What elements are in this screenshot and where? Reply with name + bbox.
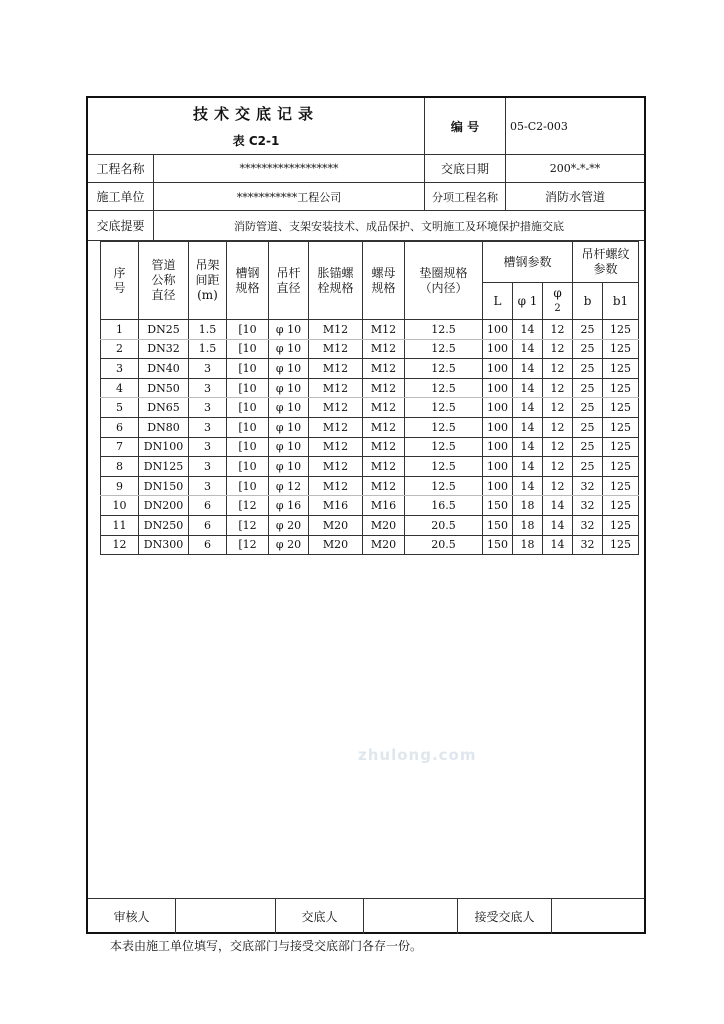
cell-washer: 12.5 (405, 476, 483, 496)
title-cell (88, 98, 425, 154)
cell-nut: M16 (363, 496, 405, 516)
cell-bolt: M12 (309, 476, 363, 496)
cell-b: 25 (573, 339, 603, 359)
cell-spacing: 3 (189, 437, 227, 457)
cell-channel: [12 (227, 515, 269, 535)
cell-b1: 125 (603, 535, 639, 555)
cell-phi1: 14 (513, 417, 543, 437)
cell-spacing: 3 (189, 398, 227, 418)
header-channel: 槽钢规格 (227, 242, 269, 320)
header-thread-params: 吊杆螺纹参数 (573, 242, 639, 283)
table-row (101, 476, 639, 496)
cell-b: 25 (573, 320, 603, 340)
date-label: 交底日期 (425, 155, 506, 182)
cell-seq: 8 (101, 457, 139, 477)
summary-row (88, 211, 644, 241)
cell-channel: [10 (227, 339, 269, 359)
cell-seq: 11 (101, 515, 139, 535)
cell-channel: [10 (227, 437, 269, 457)
header-phi2 (543, 283, 573, 320)
cell-phi2: 12 (543, 417, 573, 437)
header-L: L (483, 283, 513, 320)
cell-channel: [10 (227, 320, 269, 340)
cell-nut: M20 (363, 515, 405, 535)
cell-rod: φ 10 (269, 378, 309, 398)
cell-pipe: DN80 (139, 417, 189, 437)
cell-phi1: 14 (513, 320, 543, 340)
code-value: 05-C2-003 (510, 119, 568, 133)
cell-phi2: 14 (543, 535, 573, 555)
cell-pipe: DN40 (139, 359, 189, 379)
cell-b: 32 (573, 496, 603, 516)
cell-channel: [10 (227, 476, 269, 496)
cell-washer: 12.5 (405, 378, 483, 398)
cell-pipe: DN200 (139, 496, 189, 516)
cell-b: 25 (573, 437, 603, 457)
cell-b: 25 (573, 417, 603, 437)
cell-bolt: M12 (309, 320, 363, 340)
cell-phi2: 14 (543, 515, 573, 535)
cell-phi1: 14 (513, 437, 543, 457)
cell-L: 100 (483, 417, 513, 437)
table-row (101, 378, 639, 398)
cell-b1: 125 (603, 476, 639, 496)
table-row (101, 398, 639, 418)
cell-phi1: 18 (513, 535, 543, 555)
watermark: zhulong.com (358, 746, 477, 764)
cell-channel: [10 (227, 398, 269, 418)
cell-bolt: M16 (309, 496, 363, 516)
cell-b: 32 (573, 476, 603, 496)
cell-phi1: 14 (513, 339, 543, 359)
cell-spacing: 6 (189, 515, 227, 535)
cell-b: 25 (573, 359, 603, 379)
date-value: 200*-*-** (549, 162, 601, 175)
cell-phi2: 12 (543, 398, 573, 418)
cell-phi1: 18 (513, 496, 543, 516)
cell-phi2: 12 (543, 378, 573, 398)
cell-bolt: M12 (309, 359, 363, 379)
cell-spacing: 6 (189, 535, 227, 555)
header-pipe: 管道公称直径 (139, 242, 189, 320)
header-spacing: 吊架间距(m) (189, 242, 227, 320)
table-row (101, 320, 639, 340)
header-bolt: 胀锚螺栓规格 (309, 242, 363, 320)
project-value: ****************** (154, 155, 425, 182)
cell-phi1: 14 (513, 476, 543, 496)
table-row (101, 339, 639, 359)
cell-b: 32 (573, 535, 603, 555)
cell-phi2: 14 (543, 496, 573, 516)
reviewer-signature-field[interactable] (176, 899, 276, 934)
cell-phi1: 14 (513, 457, 543, 477)
cell-channel: [10 (227, 417, 269, 437)
header-nut: 螺母规格 (363, 242, 405, 320)
cell-b: 25 (573, 378, 603, 398)
header-seq: 序号 (101, 242, 139, 320)
cell-seq: 3 (101, 359, 139, 379)
cell-b1: 125 (603, 457, 639, 477)
cell-bolt: M12 (309, 398, 363, 418)
cell-seq: 1 (101, 320, 139, 340)
code-label: 编 号 (425, 98, 506, 154)
cell-washer: 16.5 (405, 496, 483, 516)
cell-pipe: DN50 (139, 378, 189, 398)
cell-pipe: DN65 (139, 398, 189, 418)
cell-bolt: M20 (309, 535, 363, 555)
summary-label: 交底提要 (88, 211, 154, 241)
cell-phi2: 12 (543, 437, 573, 457)
subproject-label: 分项工程名称 (425, 183, 506, 210)
cell-bolt: M12 (309, 437, 363, 457)
header-b: b (573, 283, 603, 320)
cell-washer: 12.5 (405, 417, 483, 437)
cell-b1: 125 (603, 339, 639, 359)
cell-phi2: 12 (543, 476, 573, 496)
header-b1: b1 (603, 283, 639, 320)
table-row (101, 359, 639, 379)
cell-L: 100 (483, 378, 513, 398)
cell-spacing: 6 (189, 496, 227, 516)
table-row (101, 535, 639, 555)
cell-channel: [12 (227, 496, 269, 516)
cell-b1: 125 (603, 378, 639, 398)
cell-nut: M12 (363, 476, 405, 496)
cell-L: 100 (483, 476, 513, 496)
cell-phi1: 14 (513, 378, 543, 398)
cell-seq: 5 (101, 398, 139, 418)
cell-bolt: M12 (309, 378, 363, 398)
cell-nut: M12 (363, 417, 405, 437)
unit-label: 施工单位 (88, 183, 154, 210)
footnote: 本表由施工单位填写，交底部门与接受交底部门各存一份。 (110, 939, 423, 953)
cell-phi1: 14 (513, 359, 543, 379)
cell-phi2: 12 (543, 320, 573, 340)
cell-bolt: M20 (309, 515, 363, 535)
cell-pipe: DN25 (139, 320, 189, 340)
cell-L: 100 (483, 398, 513, 418)
cell-spacing: 3 (189, 457, 227, 477)
cell-b1: 125 (603, 515, 639, 535)
table-row (101, 437, 639, 457)
cell-b: 25 (573, 457, 603, 477)
cell-seq: 10 (101, 496, 139, 516)
cell-b1: 125 (603, 437, 639, 457)
cell-spacing: 1.5 (189, 339, 227, 359)
table-row (101, 496, 639, 516)
cell-L: 150 (483, 496, 513, 516)
subproject-value: 消防水管道 (544, 190, 605, 204)
cell-bolt: M12 (309, 417, 363, 437)
cell-washer: 12.5 (405, 359, 483, 379)
cell-b1: 125 (603, 398, 639, 418)
cell-pipe: DN100 (139, 437, 189, 457)
cell-nut: M12 (363, 339, 405, 359)
table-row (101, 515, 639, 535)
cell-rod: φ 10 (269, 359, 309, 379)
cell-washer: 12.5 (405, 437, 483, 457)
signature-row (88, 898, 644, 934)
cell-L: 100 (483, 339, 513, 359)
cell-pipe: DN125 (139, 457, 189, 477)
cell-b1: 125 (603, 496, 639, 516)
cell-rod: φ 10 (269, 398, 309, 418)
title-row (88, 98, 644, 155)
header-channel-params: 槽钢参数 (483, 242, 573, 283)
technical-disclosure-form (86, 96, 646, 934)
cell-spacing: 3 (189, 417, 227, 437)
cell-nut: M12 (363, 320, 405, 340)
cell-spacing: 3 (189, 476, 227, 496)
cell-phi1: 14 (513, 398, 543, 418)
cell-bolt: M12 (309, 339, 363, 359)
cell-L: 100 (483, 457, 513, 477)
cell-nut: M12 (363, 457, 405, 477)
cell-washer: 12.5 (405, 457, 483, 477)
cell-L: 100 (483, 359, 513, 379)
cell-phi1: 18 (513, 515, 543, 535)
form-title: 技术交底记录 (192, 105, 319, 123)
cell-b1: 125 (603, 359, 639, 379)
header-phi2-symbol: φ (553, 286, 562, 300)
cell-channel: [12 (227, 535, 269, 555)
cell-washer: 12.5 (405, 398, 483, 418)
cell-L: 100 (483, 320, 513, 340)
cell-spacing: 3 (189, 359, 227, 379)
cell-seq: 2 (101, 339, 139, 359)
cell-pipe: DN150 (139, 476, 189, 496)
cell-pipe: DN32 (139, 339, 189, 359)
cell-pipe: DN300 (139, 535, 189, 555)
cell-bolt: M12 (309, 457, 363, 477)
cell-nut: M12 (363, 437, 405, 457)
cell-phi2: 12 (543, 457, 573, 477)
cell-channel: [10 (227, 359, 269, 379)
receiver-label: 接受交底人 (458, 899, 552, 934)
header-phi2-subscript: 2 (554, 303, 561, 314)
cell-channel: [10 (227, 378, 269, 398)
cell-nut: M12 (363, 359, 405, 379)
cell-seq: 7 (101, 437, 139, 457)
cell-phi2: 12 (543, 339, 573, 359)
pipe-support-spec-table (100, 241, 639, 555)
cell-seq: 6 (101, 417, 139, 437)
cell-washer: 12.5 (405, 320, 483, 340)
table-row (101, 417, 639, 437)
cell-rod: φ 20 (269, 515, 309, 535)
cell-spacing: 3 (189, 378, 227, 398)
cell-rod: φ 16 (269, 496, 309, 516)
cell-channel: [10 (227, 457, 269, 477)
cell-rod: φ 10 (269, 437, 309, 457)
presenter-signature-field[interactable] (364, 899, 458, 934)
cell-rod: φ 10 (269, 320, 309, 340)
project-row (88, 155, 644, 183)
unit-row (88, 183, 644, 211)
cell-washer: 20.5 (405, 515, 483, 535)
reviewer-label: 审核人 (88, 899, 176, 934)
cell-pipe: DN250 (139, 515, 189, 535)
table-header-row (101, 242, 639, 283)
cell-b1: 125 (603, 417, 639, 437)
unit-value: ***********工程公司 (154, 183, 425, 210)
header-rod: 吊杆直径 (269, 242, 309, 320)
cell-b1: 125 (603, 320, 639, 340)
summary-value: 消防管道、支架安装技术、成品保护、文明施工及环境保护措施交底 (154, 211, 644, 241)
cell-washer: 12.5 (405, 339, 483, 359)
cell-L: 150 (483, 515, 513, 535)
cell-rod: φ 10 (269, 457, 309, 477)
header-phi1: φ 1 (513, 283, 543, 320)
header-washer: 垫圈规格（内径） (405, 242, 483, 320)
cell-b: 32 (573, 515, 603, 535)
cell-rod: φ 10 (269, 417, 309, 437)
table-row (101, 457, 639, 477)
cell-rod: φ 20 (269, 535, 309, 555)
cell-rod: φ 10 (269, 339, 309, 359)
cell-L: 100 (483, 437, 513, 457)
cell-nut: M20 (363, 535, 405, 555)
cell-seq: 12 (101, 535, 139, 555)
cell-b: 25 (573, 398, 603, 418)
cell-seq: 9 (101, 476, 139, 496)
cell-nut: M12 (363, 398, 405, 418)
form-subtitle: 表 C2-1 (232, 134, 280, 148)
cell-rod: φ 12 (269, 476, 309, 496)
cell-seq: 4 (101, 378, 139, 398)
project-label: 工程名称 (88, 155, 154, 182)
receiver-signature-field[interactable] (552, 899, 644, 934)
cell-spacing: 1.5 (189, 320, 227, 340)
cell-washer: 20.5 (405, 535, 483, 555)
cell-nut: M12 (363, 378, 405, 398)
presenter-label: 交底人 (276, 899, 364, 934)
cell-phi2: 12 (543, 359, 573, 379)
cell-L: 150 (483, 535, 513, 555)
